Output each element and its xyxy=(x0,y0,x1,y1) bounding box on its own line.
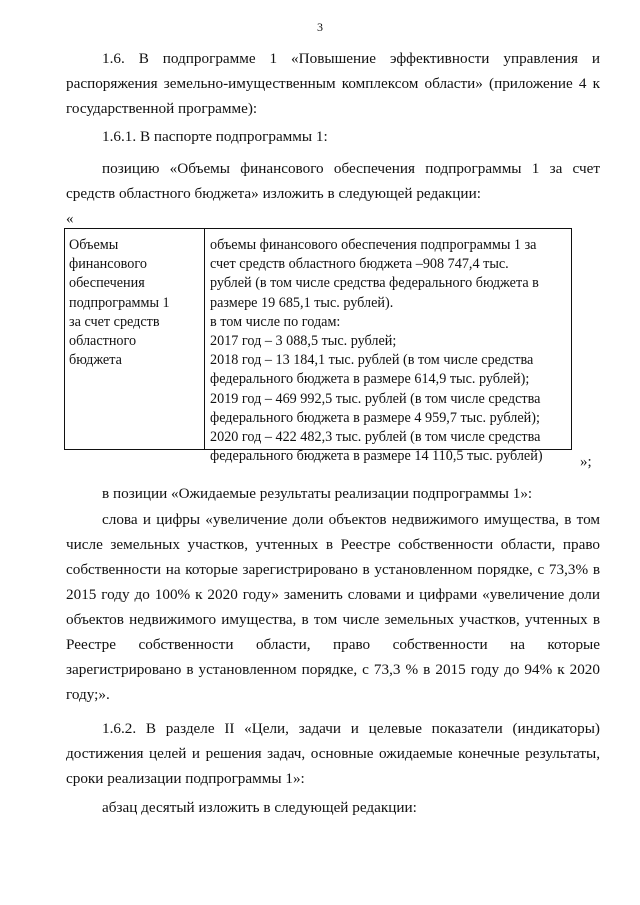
paragraph-text: слова и цифры «увеличение доли объектов недвижимого имущества, в том числе земельных участков, учтенных в Реестре собственности области, право собственности на которые зарегистрировано в установленном порядке, с 73,3% в 2015 году до 100% к 2020 году» заменить словами и цифрами «увеличение доли объектов недвижимого имущества, в том числе земельных участков, учтенных в Реестре собственности области, право собственности на которые зарегистрировано в установленном порядке, с 73,3 % в 2015 году до 94% к 2020 году;». xyxy=(66,511,600,703)
paragraph-words-replace xyxy=(66,507,600,707)
funding-table xyxy=(64,228,572,465)
page-number: 3 xyxy=(317,20,323,34)
table-cell-label: Объемы финансового обеспечения подпрограммы 1 за счет средств областного бюджета xyxy=(65,229,205,449)
paragraph-1-6-2 xyxy=(66,716,600,791)
paragraph-1-6 xyxy=(66,46,600,121)
paragraph-1-6-1 xyxy=(66,124,600,149)
table-cell-value: объемы финансового обеспечения подпрограммы 1 за счет средств областного бюджета –908 747,4 тыс. рублей (в том числе средства федерального бюджета в размере 19 685,1 тыс. рублей). в том числе по годам: 2017 год – 3 088,5 тыс. рублей; 2018 год – 13 184,1 тыс. рублей (в том числе средства федерального бюджета в размере 614,9 тыс. рублей); 2019 год – 469 992,5 тыс. рублей (в том числе средства федерального бюджета в размере 4 959,7 тыс. рублей); 2020 год – 422 482,3 тыс. рублей (в том числе средства федерального бюджета в размере 14 110,5 тыс. рублей) xyxy=(210,237,543,465)
paragraph-text: 1.6. В подпрограмме 1 «Повышение эффективности управления и распоряжения земельно-имущественным комплексом области» (приложение 4 к государственной программе): xyxy=(66,50,600,117)
paragraph-tenth-abzac xyxy=(66,795,600,820)
opening-quote: « xyxy=(66,211,74,227)
paragraph-text: 1.6.1. В паспорте подпрограммы 1: xyxy=(102,128,328,145)
paragraph-text: 1.6.2. В разделе II «Цели, задачи и целевые показатели (индикаторы) достижения целей и решения задач, основные ожидаемые конечные результаты, сроки реализации подпрограммы 1»: xyxy=(66,720,600,787)
paragraph-text: абзац десятый изложить в следующей редакции: xyxy=(102,799,417,816)
closing-quote: »; xyxy=(580,454,592,470)
paragraph-expected-results xyxy=(66,481,600,506)
paragraph-text: позицию «Объемы финансового обеспечения подпрограммы 1 за счет средств областного бюджета» изложить в следующей редакции: xyxy=(66,160,600,202)
paragraph-position-amend xyxy=(66,156,600,206)
paragraph-text: в позиции «Ожидаемые результаты реализации подпрограммы 1»: xyxy=(102,485,533,502)
